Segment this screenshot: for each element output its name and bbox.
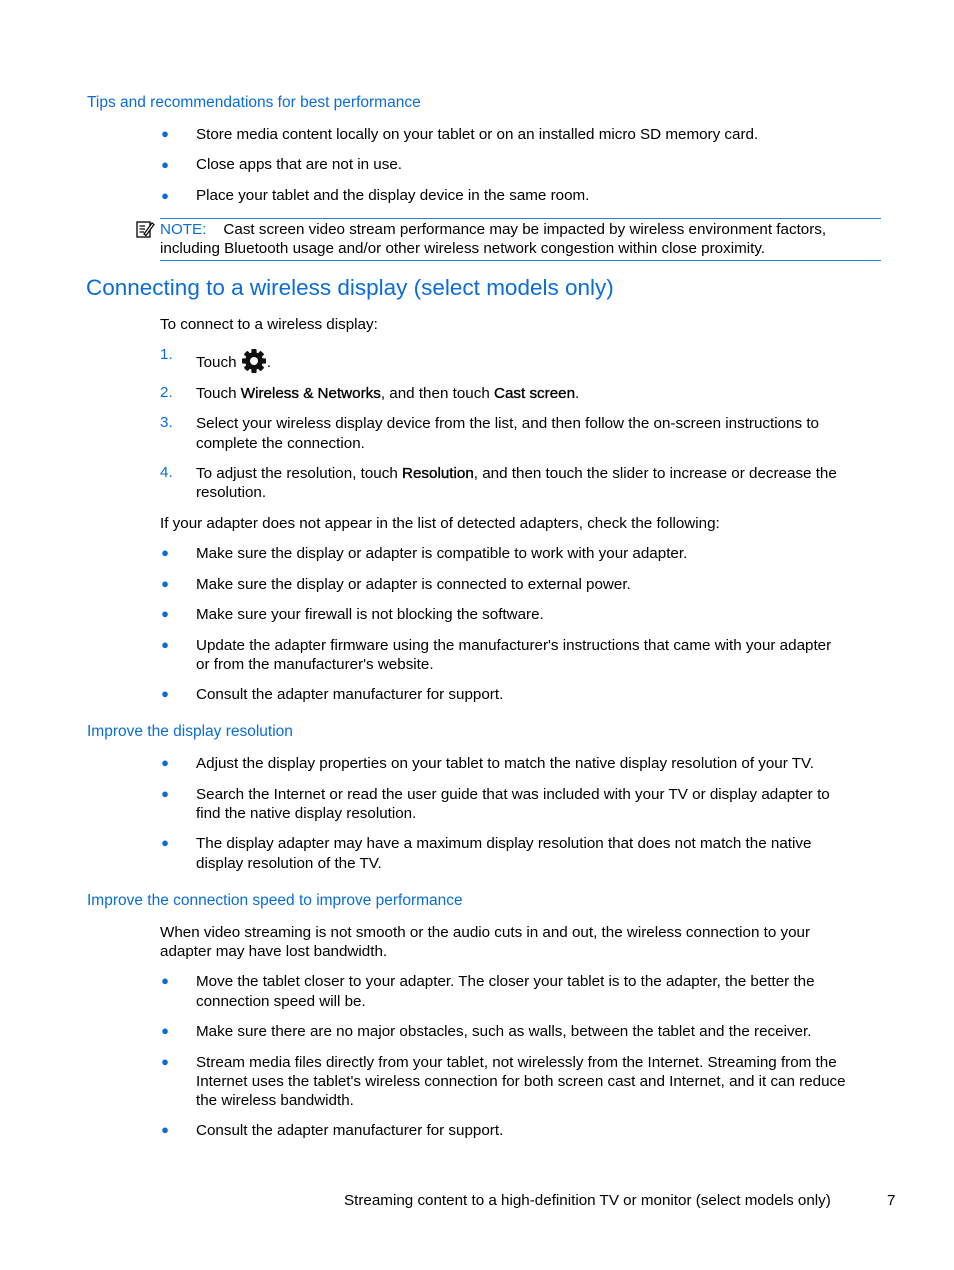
step-2: Touch Wireless & Networks, and then touch Cast screen. [196,385,580,402]
cast-screen-label: Cast screen [494,385,576,402]
step-number: 3. [160,414,173,431]
bullet-icon: ● [161,1122,169,1137]
step-number: 4. [160,464,173,481]
bullet-icon: ● [161,686,169,701]
speed-heading: Improve the connection speed to improve performance [87,892,463,909]
step-number: 2. [160,384,173,401]
adapter-bullet-3: Make sure your firewall is not blocking the software. [196,606,544,623]
tips-bullet-1: Store media content locally on your tablet or on an installed micro SD memory card. [196,126,759,143]
bullet-icon: ● [161,545,169,560]
note-line-2: including Bluetooth usage and/or other wireless network congestion within close proximity. [160,240,766,257]
bullet-icon: ● [161,606,169,621]
speed-bullet-3-line-1: Stream media files directly from your tablet, not wirelessly from the Internet. Streaming from the [196,1054,837,1071]
resolution-heading: Improve the display resolution [87,723,293,740]
resolution-bullet-2-line-1: Search the Internet or read the user guide that was included with your TV or display adapter to [196,786,830,803]
step-4-line-1: To adjust the resolution, touch Resolution, and then touch the slider to increase or decrease the [196,465,837,482]
step-number: 1. [160,346,173,363]
resolution-bullet-3-line-1: The display adapter may have a maximum display resolution that does not match the native [196,835,812,852]
bullet-icon: ● [161,157,169,172]
note-bottom-rule [160,260,881,261]
tips-bullet-3: Place your tablet and the display device in the same room. [196,187,590,204]
step-1-text: Touch [196,354,237,371]
connect-heading: Connecting to a wireless display (select models only) [86,275,614,300]
bullet-icon: ● [161,637,169,652]
speed-bullet-1-line-2: connection speed will be. [196,993,366,1010]
tips-heading: Tips and recommendations for best performance [87,94,421,111]
note-label: NOTE: [160,221,207,238]
bullet-icon: ● [161,786,169,801]
note-text-1: Cast screen video stream performance may be impacted by wireless environment factors, [223,221,827,238]
bullet-icon: ● [161,126,169,141]
adapter-bullet-1: Make sure the display or adapter is compatible to work with your adapter. [196,545,688,562]
step-3-line-1: Select your wireless display device from the list, and then follow the on-screen instructions to [196,415,819,432]
footer-text: Streaming content to a high-definition TV or monitor (select models only) [344,1192,831,1209]
page-number: 7 [887,1192,896,1209]
speed-bullet-1-line-1: Move the tablet closer to your adapter. The closer your tablet is to the adapter, the better the [196,973,815,990]
bullet-icon: ● [161,755,169,770]
note-icon [135,219,155,243]
bullet-icon: ● [161,188,169,203]
gear-icon [241,349,267,373]
speed-bullet-3-line-2: Internet uses the tablet's wireless connection for both screen cast and Internet, and it can reduce [196,1073,846,1090]
bullet-icon: ● [161,835,169,850]
resolution-bullet-2-line-2: find the native display resolution. [196,805,417,822]
step-4-line-2: resolution. [196,484,267,501]
adapter-bullet-4-line-1: Update the adapter firmware using the manufacturer's instructions that came with your adapter [196,637,832,654]
note-line-1 [160,220,826,239]
speed-bullet-4: Consult the adapter manufacturer for support. [196,1122,504,1139]
adapter-bullet-4-line-2: or from the manufacturer's website. [196,656,434,673]
step-3-line-2: complete the connection. [196,435,365,452]
note-top-rule [160,218,881,219]
connect-intro: To connect to a wireless display: [160,316,378,333]
bullet-icon: ● [161,1023,169,1038]
tips-bullet-2: Close apps that are not in use. [196,156,403,173]
bullet-icon: ● [161,1054,169,1069]
speed-intro-1: When video streaming is not smooth or the audio cuts in and out, the wireless connection to your [160,924,811,941]
speed-bullet-3-line-3: the wireless bandwidth. [196,1092,354,1109]
step-1: Touch . [196,349,271,373]
wireless-networks-label: Wireless & Networks [240,385,381,402]
bullet-icon: ● [161,576,169,591]
resolution-bullet-1: Adjust the display properties on your tablet to match the native display resolution of your TV. [196,755,814,772]
bullet-icon: ● [161,973,169,988]
speed-bullet-2: Make sure there are no major obstacles, such as walls, between the tablet and the receiver. [196,1023,812,1040]
adapter-bullet-2: Make sure the display or adapter is connected to external power. [196,576,631,593]
resolution-label: Resolution [402,465,474,482]
speed-intro-2: adapter may have lost bandwidth. [160,943,388,960]
resolution-bullet-3-line-2: display resolution of the TV. [196,855,382,872]
adapter-bullet-5: Consult the adapter manufacturer for support. [196,686,504,703]
adapter-intro: If your adapter does not appear in the list of detected adapters, check the following: [160,515,720,532]
